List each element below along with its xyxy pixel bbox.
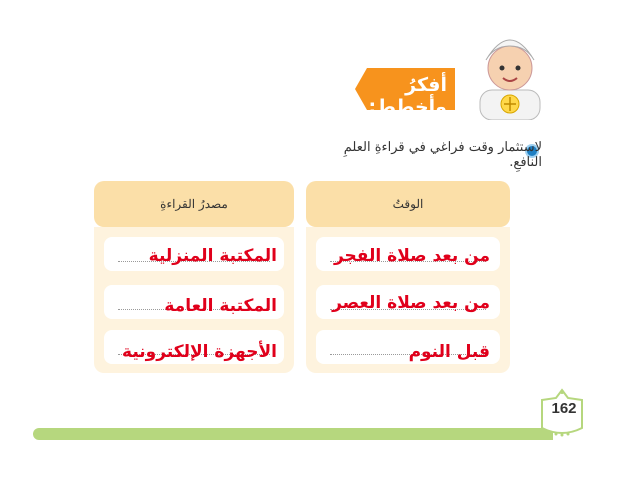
instruction-text: لاستثمار وقت فراغي في قراءةِ العلمِ النافعِ.: [343, 140, 542, 170]
answer-source: الأجهزة الإلكترونية: [122, 342, 277, 362]
header-time: الوقتُ: [306, 181, 510, 227]
section-tag-label: أفكرُ وأخطط:: [368, 74, 447, 118]
answer-time: من بعد صلاة الفجر: [333, 246, 490, 266]
page-number: 162: [551, 400, 577, 417]
section-tag: [345, 66, 495, 118]
footer-bar: [33, 428, 553, 440]
answer-source: المكتبة المنزلية: [148, 246, 277, 266]
header-source: مصدرُ القراءةِ: [94, 181, 294, 227]
answer-time: قبل النوم: [408, 342, 490, 362]
answer-time: من بعد صلاة العصر: [332, 293, 490, 313]
answer-source: المكتبة العامة: [164, 296, 277, 316]
